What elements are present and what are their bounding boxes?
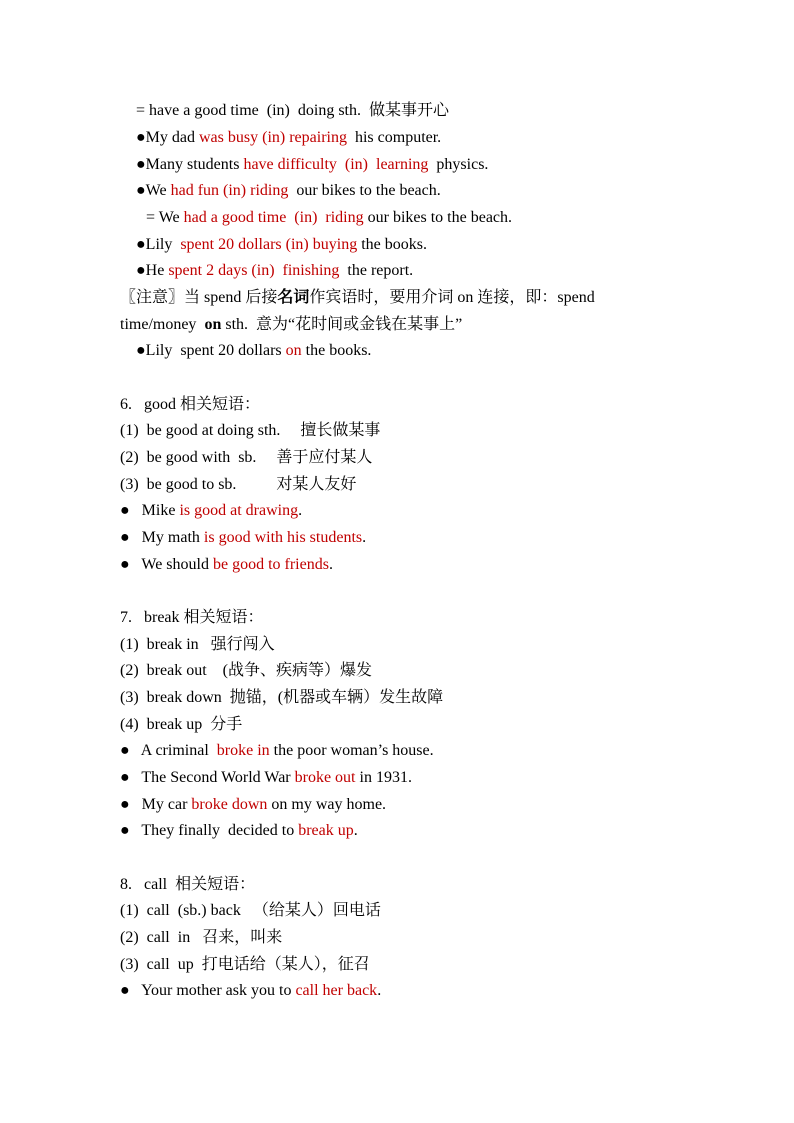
text-segment: (2) be good with sb. 善于应付某人 [120,449,373,466]
text-line [120,635,275,655]
highlighted-phrase: break up [298,822,354,839]
text-line [120,955,370,975]
text-segment: his computer. [346,129,442,146]
bold-text: 名词 [277,289,310,306]
text-segment: (1) be good at doing sth. 擅长做某事 [120,422,381,439]
text-segment: ●Lily spent 20 dollars [136,342,286,359]
text-segment: ●We [136,182,171,199]
highlighted-phrase: had a good time (in) riding [183,209,364,226]
text-line [120,688,443,708]
text-line [136,341,371,361]
highlighted-phrase: is good with his students [203,529,363,546]
text-line [136,101,449,121]
highlighted-phrase: have difficulty (in) learning [243,156,429,173]
text-segment: 8. call 相关短语： [120,876,256,893]
text-segment: the report. [339,262,414,279]
highlighted-phrase: broke down [191,796,268,813]
text-segment: sth. 意为“花时间或金钱在某事上” [221,316,463,333]
text-line [120,421,380,441]
highlighted-phrase: is good at drawing [179,502,299,519]
text-line [120,795,386,815]
text-segment: ●My dad [136,129,199,146]
text-line [120,501,302,521]
text-segment: our bikes to the beach. [363,209,513,226]
text-segment: time/money [120,316,205,333]
text-segment: ● They finally decided to [120,822,299,839]
text-segment: 6. good 相关短语： [120,396,261,413]
text-line [136,261,413,281]
text-line [120,448,372,468]
text-segment: the books. [301,342,372,359]
text-segment: on my way home. [267,796,387,813]
text-line [120,741,434,761]
text-segment: 作宾语时，要用介词 on 连接，即：spend [309,289,595,306]
text-line [120,475,356,495]
text-line [120,661,372,681]
text-line [120,981,381,1001]
text-segment: (1) call (sb.) back （给某人）回电话 [120,902,381,919]
text-line [120,768,412,788]
text-segment: . [353,822,358,839]
text-segment: ● My car [120,796,192,813]
highlighted-phrase: spent 20 dollars (in) buying [180,236,358,253]
highlighted-phrase: broke in [216,742,270,759]
text-line [120,928,282,948]
highlighted-phrase: be good to friends [212,556,329,573]
text-line [136,155,488,175]
text-segment: = have a good time (in) doing sth. 做某事开心 [136,102,449,119]
text-line [120,555,333,575]
text-segment: (4) break up 分手 [120,716,243,733]
text-segment: = We [146,209,184,226]
text-line [120,395,260,415]
text-line [136,181,441,201]
text-segment: (3) be good to sb. 对某人友好 [120,476,357,493]
text-segment: the books. [357,236,427,253]
text-segment: ●He [136,262,169,279]
highlighted-phrase: on [285,342,302,359]
text-segment: . [362,529,367,546]
text-segment: ● Your mother ask you to [120,982,296,999]
text-segment: ●Many students [136,156,244,173]
text-segment: ● A criminal [120,742,217,759]
highlighted-phrase: had fun (in) riding [170,182,289,199]
text-line [120,608,264,628]
text-segment: . [298,502,303,519]
text-segment: ● Mike [120,502,180,519]
text-segment: 7. break 相关短语： [120,609,264,626]
text-line [120,315,462,335]
text-segment: 〖注意〗当 spend 后接 [120,289,278,306]
text-segment: (1) break in 强行闯入 [120,636,275,653]
text-segment: our bikes to the beach. [288,182,441,199]
text-segment: (2) call in 召来，叫来 [120,929,283,946]
highlighted-phrase: spent 2 days (in) finishing [168,262,340,279]
text-line [146,208,512,228]
highlighted-phrase: broke out [294,769,356,786]
text-line [120,528,366,548]
text-line [120,875,255,895]
text-segment: physics. [428,156,489,173]
bold-text: on [204,316,222,333]
highlighted-phrase: was busy (in) repairing [199,129,347,146]
text-segment: the poor woman’s house. [269,742,434,759]
text-segment: . [328,556,333,573]
text-line [136,235,427,255]
text-segment: (3) call up 打电话给（某人），征召 [120,956,370,973]
text-segment: (2) break out (战争、疾病等）爆发 [120,662,372,679]
text-segment: ● We should [120,556,213,573]
highlighted-phrase: call her back [295,982,378,999]
text-segment: in 1931. [355,769,412,786]
text-segment: ● The Second World War [120,769,295,786]
text-segment: ● My math [120,529,204,546]
text-line [120,288,595,308]
text-line [120,821,358,841]
text-line [136,128,441,148]
text-segment: ●Lily [136,236,181,253]
text-line [120,715,242,735]
text-segment: (3) break down 抛锚，(机器或车辆）发生故障 [120,689,444,706]
text-line [120,901,381,921]
text-segment: . [377,982,382,999]
